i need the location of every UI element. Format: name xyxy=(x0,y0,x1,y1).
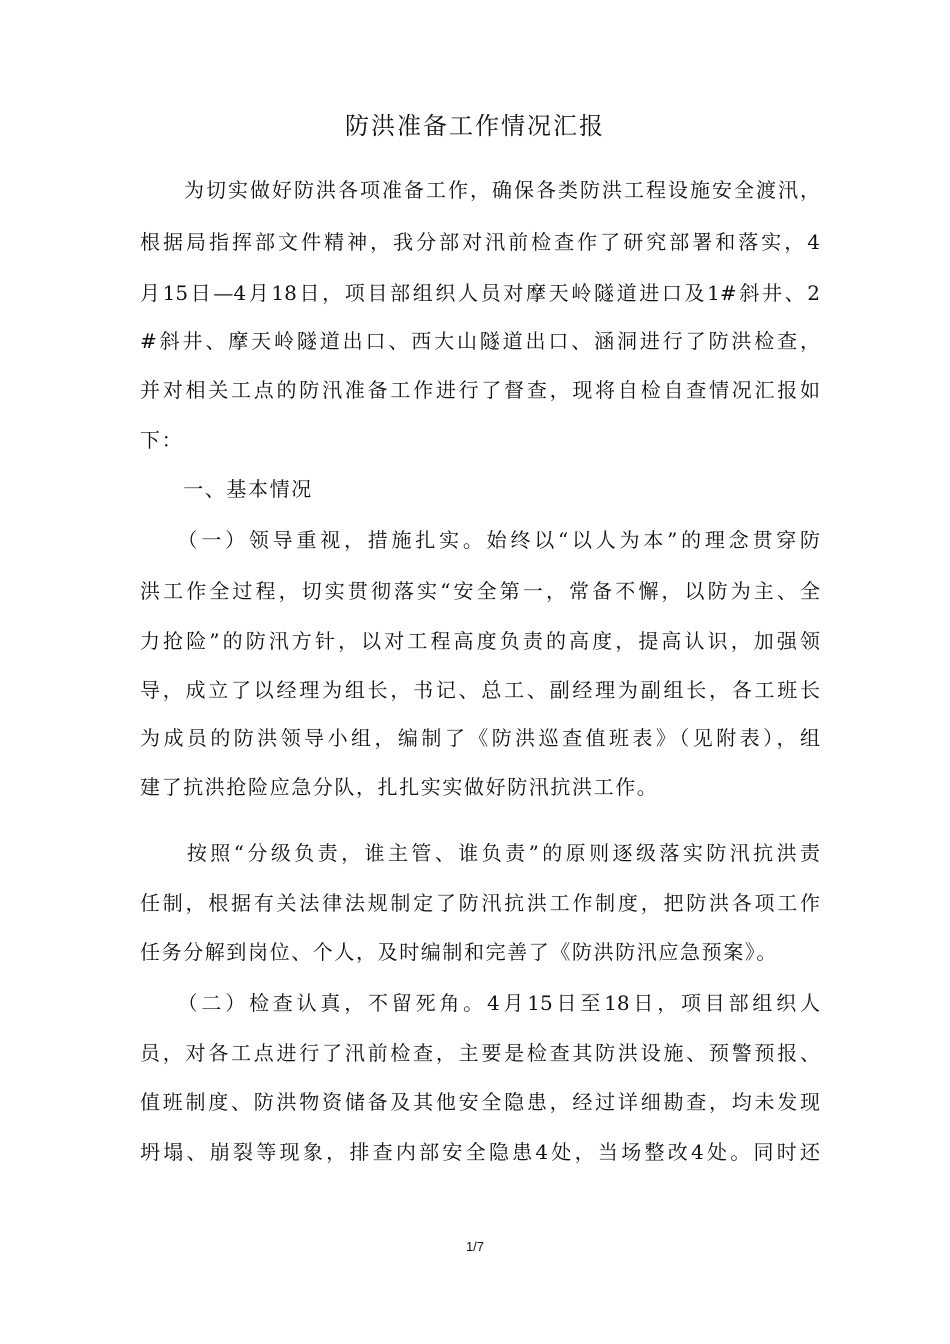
paragraph-line: 月15日—4月18日，项目部组织人员对摩天岭隧道进口及1#斜井、2 xyxy=(140,281,820,305)
paragraph-line: 员，对各工点进行了汛前检查，主要是检查其防洪设施、预警预报、 xyxy=(140,1041,820,1065)
section-heading: 一、基本情况 xyxy=(140,477,313,501)
paragraph-line: 洪工作全过程，切实贯彻落实“安全第一，常备不懈，以防为主、全 xyxy=(140,579,820,603)
paragraph-line: 建了抗洪抢险应急分队，扎扎实实做好防汛抗洪工作。 xyxy=(140,775,659,799)
paragraph-line: 下： xyxy=(140,428,184,452)
paragraph-line: 为成员的防洪领导小组，编制了《防洪巡查值班表》（见附表），组 xyxy=(140,726,820,750)
paragraph-line: 任制，根据有关法律法规制定了防汛抗洪工作制度，把防洪各项工作 xyxy=(140,891,820,915)
paragraph-line: 力抢险”的防汛方针，以对工程高度负责的高度，提高认识，加强领 xyxy=(140,629,820,653)
paragraph-line: （二）检查认真，不留死角。4月15日至18日，项目部组织人 xyxy=(140,991,820,1015)
paragraph-line: 任务分解到岗位、个人，及时编制和完善了《防洪防汛应急预案》。 xyxy=(140,940,778,964)
document-title: 防洪准备工作情况汇报 xyxy=(345,112,605,140)
paragraph-line: 按照“分级负责，谁主管、谁负责”的原则逐级落实防汛抗洪责 xyxy=(140,841,820,865)
paragraph-line: 导，成立了以经理为组长，书记、总工、副经理为副组长，各工班长 xyxy=(140,678,820,702)
paragraph-line: 并对相关工点的防汛准备工作进行了督查，现将自检自查情况汇报如 xyxy=(140,378,820,402)
paragraph-line: （一）领导重视，措施扎实。始终以“以人为本”的理念贯穿防 xyxy=(140,528,820,552)
paragraph-line: #斜井、摩天岭隧道出口、西大山隧道出口、涵洞进行了防洪检查， xyxy=(140,329,820,353)
paragraph-line: 根据局指挥部文件精神，我分部对汛前检查作了研究部署和落实，4 xyxy=(140,230,820,254)
paragraph-line: 坍塌、崩裂等现象，排查内部安全隐患4处，当场整改4处。同时还 xyxy=(140,1140,820,1164)
paragraph-line: 为切实做好防洪各项准备工作，确保各类防洪工程设施安全渡汛， xyxy=(140,178,820,202)
page-number: 1/7 xyxy=(465,1239,485,1254)
paragraph-line: 值班制度、防洪物资储备及其他安全隐患，经过详细勘查，均未发现 xyxy=(140,1090,820,1114)
